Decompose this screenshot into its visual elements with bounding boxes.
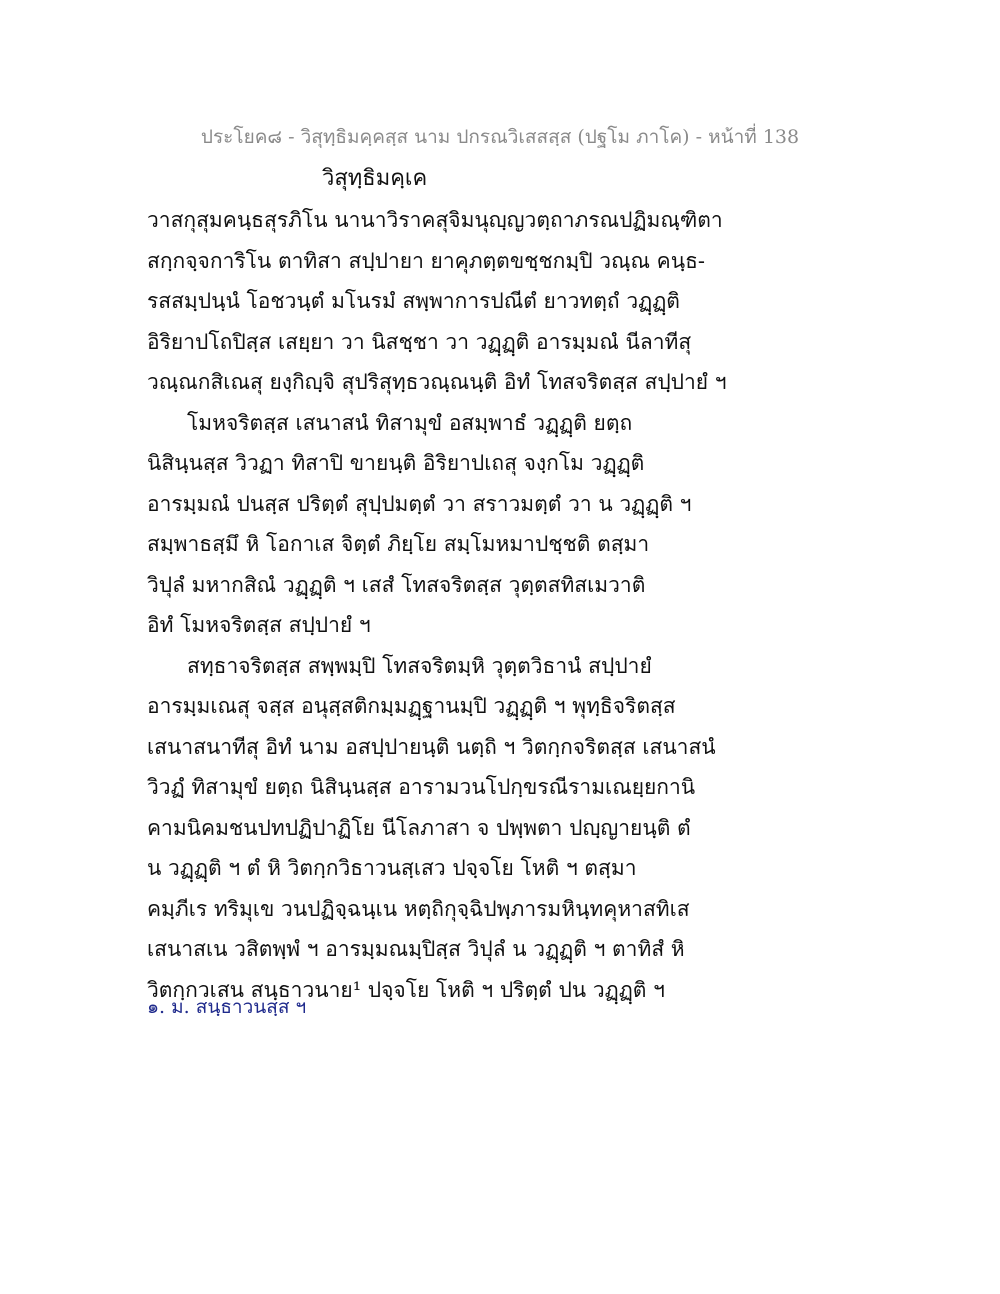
body-text <box>147 200 727 1010</box>
text-line: สกฺกจฺจการิโน ตาทิสา สปฺปายา ยาคุภตฺตขชฺชกมฺปิ วณฺณ คนฺธ- <box>147 248 705 273</box>
text-line: โมหจริตสฺส เสนาสนํ ทิสามุขํ อสมฺพาธํ วฏฺฏฺติ ยตฺถ <box>187 410 633 435</box>
paragraph-3 <box>147 646 716 1011</box>
text-line: รสสมฺปนฺนํ โอชวนฺตํ มโนรมํ สพฺพาการปณีตํ ยาวทตฺถํ วฏฺฏฺติ <box>147 289 680 313</box>
running-header <box>0 122 1000 152</box>
text-line: สมฺพาธสฺมึ หิ โอกาเส จิตฺตํ ภิยฺโย สมฺโมหมาปชฺชติ ตสฺมา <box>147 532 650 556</box>
text-line: สทฺธาจริตสฺส สพฺพมฺปิ โทสจริตมฺหิ วุตฺตวิธานํ สปฺปายํ <box>187 653 652 678</box>
text-line: วิตกฺกวเสน สนฺธาวนาย¹ ปจฺจโย โหติ ฯ ปริตฺตํ ปน วฏฺฏฺติ ฯ <box>147 977 665 1002</box>
text-line: อารมฺมเณสุ จสฺส อนุสฺสติกมฺมฏฺฐานมฺปิ วฏฺฏฺติ ฯ พุทฺธิจริตสฺส <box>147 694 676 718</box>
footnote: ๑. ม. สนฺธาวนสฺส ฯ <box>147 996 307 1018</box>
text-line: น วฏฺฏฺติ ฯ ตํ หิ วิตกฺกวิธาวนสฺเสว ปจฺจโย โหติ ฯ ตสฺมา <box>147 856 637 880</box>
running-header-text: ประโยค๘ - วิสุทฺธิมคฺคสฺส นาม ปกรณวิเสสสฺส (ปฐโม ภาโค) - หน้าที่ 138 <box>200 126 800 148</box>
paragraph-2 <box>147 403 692 646</box>
text-line: วาสกุสุมคนฺธสุรภิโน นานาวิราคสุจิมนุญฺญวตฺถาภรณปฏิมณฺฑิตา <box>147 208 723 232</box>
text-line: อิริยาปโถปิสฺส เสยฺยา วา นิสชฺชา วา วฏฺฏฺติ อารมฺมณํ นีลาทีสุ <box>147 329 692 354</box>
text-line: วิปุลํ มหากสิณํ วฏฺฏฺติ ฯ เสสํ โทสจริตสฺส วุตฺตสทิสเมวาติ <box>147 572 646 597</box>
text-line: คมฺภีเร ทริมุเข วนปฏิจฺฉนฺเน หตฺถิกุจฺฉิปพฺภารมหินฺทคุหาสทิเส <box>147 896 690 921</box>
text-line: คามนิคมชนปทปฏิปาฏิโย นีโลภาสา จ ปพฺพตา ปญฺญายนฺติ ตํ <box>147 815 691 840</box>
text-line: วณฺณกสิเณสุ ยงฺกิญฺจิ สุปริสุทฺธวณฺณนฺติ อิทํ โทสจริตสฺส สปฺปายํ ฯ <box>147 370 727 394</box>
text-line: เสนาสเน วสิตพฺพํ ฯ อารมฺมณมฺปิสฺส วิปุลํ น วฏฺฏฺติ ฯ ตาทิสํ หิ <box>147 937 685 961</box>
paragraph-1 <box>147 200 727 403</box>
text-line: นิสินฺนสฺส วิวฏา ทิสาปิ ขายนฺติ อิริยาปเถสุ จงฺกโม วฏฺฏฺติ <box>147 451 645 475</box>
text-line: เสนาสนาทีสุ อิทํ นาม อสปฺปายนฺติ นตฺถิ ฯ วิตกฺกจริตสฺส เสนาสนํ <box>147 734 716 759</box>
text-line: อิทํ โมหจริตสฺส สปฺปายํ ฯ <box>147 613 371 637</box>
section-title: วิสุทฺธิมคฺเค <box>322 166 428 191</box>
text-line: วิวฏํ ทิสามุขํ ยตฺถ นิสินฺนสฺส อารามวนโปกฺขรณีรามเณยฺยกานิ <box>147 775 696 799</box>
text-line: อารมฺมณํ ปนสฺส ปริตฺตํ สุปฺปมตฺตํ วา สราวมตฺตํ วา น วฏฺฏฺติ ฯ <box>147 491 692 516</box>
